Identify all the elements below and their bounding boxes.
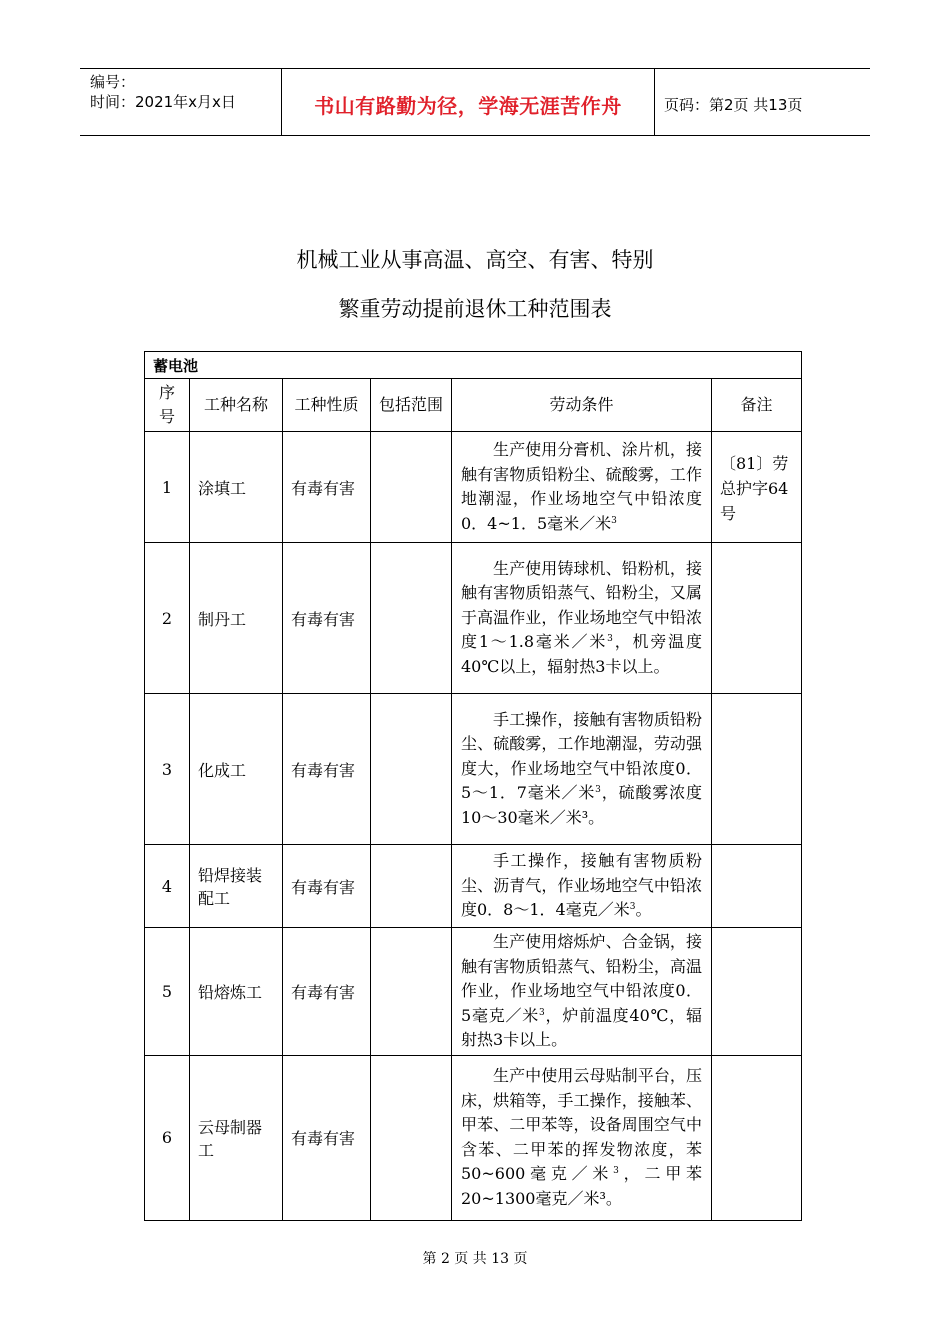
section-row xyxy=(145,352,802,379)
row-scope xyxy=(371,845,452,928)
row-conditions: 手工操作，接触有害物质铅粉尘、硫酸雾，工作地潮湿，劳动强度大，作业场地空气中铅浓度0．5～1．7毫米／米$^3$，硫酸雾浓度10～30毫米／米³。 xyxy=(452,694,712,845)
header-nature: 工种性质 xyxy=(283,379,371,432)
row-nature: 有毒有害 xyxy=(283,845,371,928)
row-name: 涂填工 xyxy=(190,432,283,543)
header-scope: 包括范围 xyxy=(371,379,452,432)
header-motto: 书山有路勤为径，学海无涯苦作舟 xyxy=(314,94,622,118)
row-scope xyxy=(371,1055,452,1220)
header-conditions: 劳动条件 xyxy=(452,379,712,432)
job-type-table xyxy=(144,351,802,1221)
header-info xyxy=(90,72,236,112)
page-title-line1: 机械工业从事高温、高空、有害、特别 xyxy=(296,248,654,272)
row-name: 铅熔炼工 xyxy=(190,928,283,1056)
header-no: 序号 xyxy=(145,379,190,432)
row-nature: 有毒有害 xyxy=(283,1055,371,1220)
page-title-line2: 繁重劳动提前退休工种范围表 xyxy=(338,297,612,321)
row-no: 3 xyxy=(145,694,190,845)
header-divider-2 xyxy=(654,68,655,136)
row-scope xyxy=(371,694,452,845)
row-scope xyxy=(371,928,452,1056)
row-nature: 有毒有害 xyxy=(283,543,371,694)
row-note xyxy=(712,694,802,845)
row-name: 制丹工 xyxy=(190,543,283,694)
row-note xyxy=(712,543,802,694)
document-number-label: 编号： xyxy=(90,73,136,91)
table-row xyxy=(145,432,802,543)
row-name: 化成工 xyxy=(190,694,283,845)
row-conditions: 生产使用铸球机、铅粉机，接触有害物质铅蒸气、铅粉尘，又属于高温作业，作业场地空气中铅浓度1～1.8毫米／米$^3$，机旁温度40℃以上，辐射热3卡以上。 xyxy=(452,543,712,694)
row-note xyxy=(712,1055,802,1220)
section-title: 蓄电池 xyxy=(145,352,802,379)
table-row xyxy=(145,543,802,694)
table-row xyxy=(145,694,802,845)
row-no: 1 xyxy=(145,432,190,543)
row-conditions: 生产中使用云母贴制平台，压床，烘箱等，手工操作，接触苯、甲苯、二甲苯等，设备周围空气中含苯、二甲苯的挥发物浓度，苯50~600毫克／米$^3$，二甲苯20~1300毫克／米³。 xyxy=(452,1055,712,1220)
row-name: 云母制器工 xyxy=(190,1055,283,1220)
row-no: 4 xyxy=(145,845,190,928)
row-no: 5 xyxy=(145,928,190,1056)
row-scope xyxy=(371,543,452,694)
header-name: 工种名称 xyxy=(190,379,283,432)
row-name: 铅焊接装配工 xyxy=(190,845,283,928)
table-row xyxy=(145,1055,802,1220)
row-note: 〔81〕劳总护字64号 xyxy=(712,432,802,543)
row-scope xyxy=(371,432,452,543)
row-conditions: 生产使用分膏机、涂片机，接触有害物质铅粉尘、硫酸雾，工作地潮湿，作业场地空气中铅浓度0．4~1．5毫米／米$^3$ xyxy=(452,432,712,543)
document-date: 时间：2021年x月x日 xyxy=(90,93,236,111)
row-nature: 有毒有害 xyxy=(283,432,371,543)
page-footer: 第 2 页 共 13 页 xyxy=(422,1251,528,1267)
row-conditions: 生产使用熔烁炉、合金锅，接触有害物质铅蒸气、铅粉尘，高温作业，作业场地空气中铅浓度0．5毫克／米$^3$，炉前温度40℃，辐射热3卡以上。 xyxy=(452,928,712,1056)
row-note xyxy=(712,928,802,1056)
row-note xyxy=(712,845,802,928)
table-row xyxy=(145,928,802,1056)
header-top-rule xyxy=(80,68,870,69)
row-nature: 有毒有害 xyxy=(283,928,371,1056)
row-no: 6 xyxy=(145,1055,190,1220)
table-header-row xyxy=(145,379,802,432)
row-conditions: 手工操作，接触有害物质粉尘、沥青气，作业场地空气中铅浓度0．8～1．4毫克／米$^3$。 xyxy=(452,845,712,928)
row-nature: 有毒有害 xyxy=(283,694,371,845)
header-page-info: 页码：第2页 共13页 xyxy=(664,96,803,114)
header-note: 备注 xyxy=(712,379,802,432)
header-bottom-rule xyxy=(80,135,870,136)
row-no: 2 xyxy=(145,543,190,694)
table-row xyxy=(145,845,802,928)
